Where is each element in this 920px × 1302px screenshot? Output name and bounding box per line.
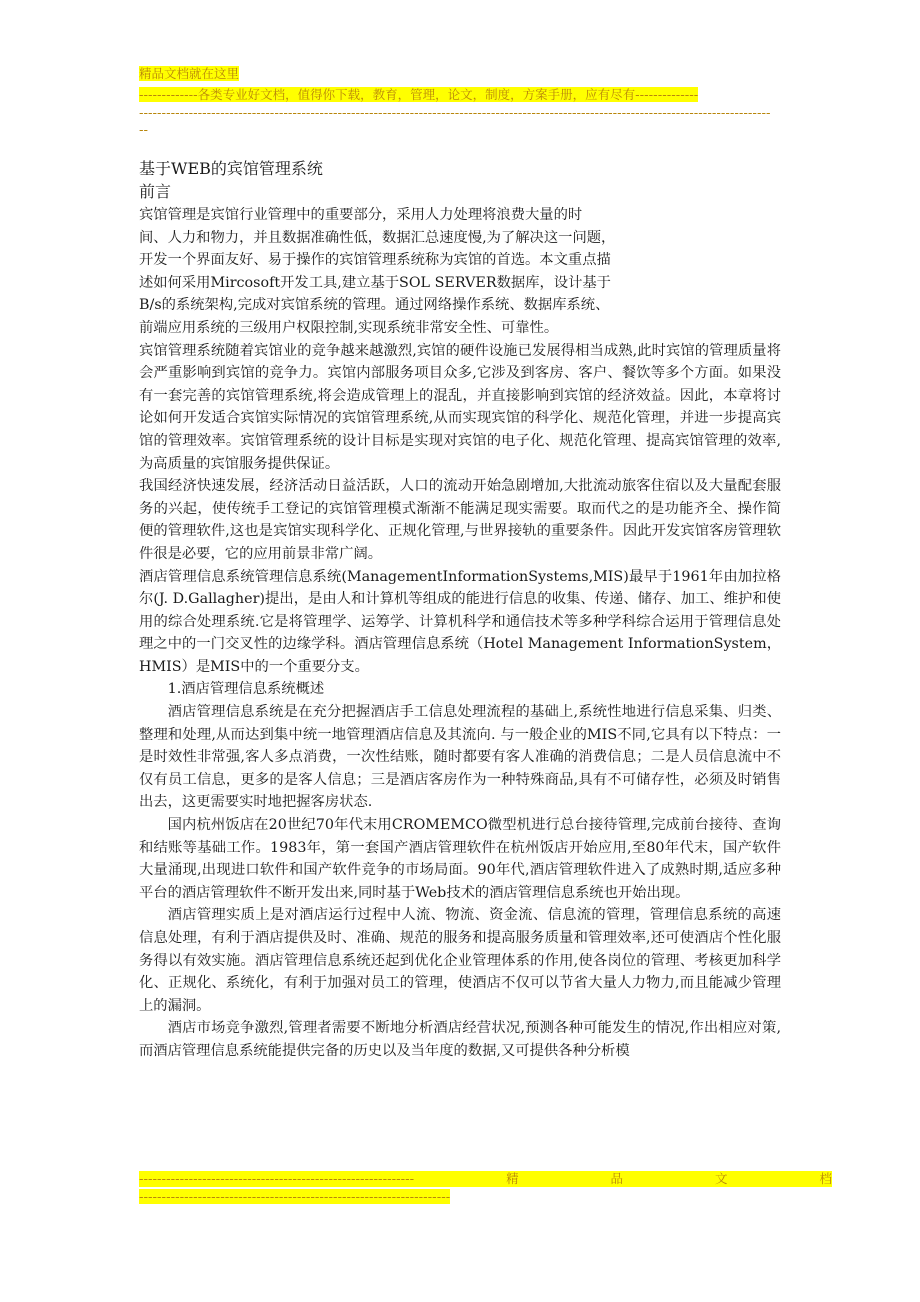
- document-body: [139, 158, 781, 1063]
- header-dash-tail: --: [139, 122, 149, 137]
- body-paragraph: 宾馆管理系统随着宾馆业的竞争越来越激烈,宾馆的硬件设施已发展得相当成熟,此时宾馆的管理质量将会严重影响到宾馆的竞争力。宾馆内部服务项目众多,它涉及到客房、客户、餐饮等多个方面。如果没有一套完善的宾馆管理系统,将会造成管理上的混乱，并直接影响到宾馆的经济效益。因此，本章将讨论如何开发适合宾馆实际情况的宾馆管理系统,从而实现宾馆的科学化、规范化管理，并进一步提高宾馆的管理效率。宾馆管理系统的设计目标是实现对宾馆的电子化、规范化管理、提高宾馆管理的效率,为高质量的宾馆服务提供保证。: [139, 342, 781, 472]
- preface-line: 述如何采用Mircosoft开发工具,建立基于SOL SERVER数据库，设计基于: [139, 274, 611, 291]
- preface-line: B/s的系统架构,完成对宾馆系统的管理。通过网络操作系统、数据库系统、: [139, 297, 610, 314]
- header-slogan-text: -------------各类专业好文档，值得你下载，教育，管理，论文，制度，方案手册，应有尽有--------------: [139, 87, 699, 102]
- footer-char: 品: [610, 1171, 624, 1186]
- header-slogan: [139, 87, 779, 103]
- footer-dashes: -------------------------------------------------------------: [139, 1171, 415, 1186]
- header-dash-line: --------------------------------------------------------------------------------------------------------------------------------------------: [139, 105, 771, 120]
- preface-line: 间、人力和物力，并且数据准确性低，数据汇总速度慢,为了解决这一问题，: [139, 229, 616, 246]
- preface-heading: 前言: [139, 182, 172, 201]
- body-paragraph: 酒店管理信息系统管理信息系统(ManagementInformationSystems,MIS)最早于1961年由加拉格尔(J. D.Gallagher)提出，是由人和计算机等组成的能进行信息的收集、传递、储存、加工、维护和使用的综合处理系统.它是将管理学、运筹学、计算机科学和通信技术等多种学科综合运用于管理信息处理之中的一门交叉性的边缘学科。酒店管理信息系统（Hotel Management InformationSystem，HMIS）是MIS中的一个重要分支。: [139, 568, 781, 675]
- footer-banner: [139, 1171, 832, 1187]
- header-site-name: [139, 66, 779, 82]
- footer-char: 精: [506, 1171, 519, 1186]
- body-paragraph: 国内杭州饭店在20世纪70年代末用CROMEMCO微型机进行总台接待管理,完成前台接待、查询和结账等基础工作。1983年，第一套国产酒店管理软件在杭州饭店开始应用,至80年代末，国产软件大量涌现,出现进口软件和国产软件竞争的市场局面。90年代,酒店管理软件进入了成熟时期,适应多种平台的酒店管理软件不断开发出来,同时基于Web技术的酒店管理信息系统也开始出现。: [139, 817, 781, 901]
- preface-line: 前端应用系统的三级用户权限控制,实现系统非常安全性、可靠性。: [139, 319, 559, 336]
- body-paragraph: 我国经济快速发展，经济活动日益活跃，人口的流动开始急剧增加,大批流动旅客住宿以及大量配套服务的兴起，使传统手工登记的宾馆管理模式渐渐不能满足现实需要。取而代之的是功能齐全、操作简便的管理软件,这也是宾馆实现科学化、正规化管理,与世界接轨的重要条件。因此开发宾馆客房管理软件很是必要，它的应用前景非常广阔。: [139, 478, 781, 562]
- body-paragraph: 酒店市场竞争激烈,管理者需要不断地分析酒店经营状况,预测各种可能发生的情况,作出相应对策,而酒店管理信息系统能提供完备的历史以及当年度的数据,又可提供各种分析模: [139, 1020, 781, 1059]
- preface-line: 开发一个界面友好、易于操作的宾馆管理系统称为宾馆的首选。本文重点描: [139, 252, 611, 269]
- body-paragraph: 酒店管理实质上是对酒店运行过程中人流、物流、资金流、信息流的管理，管理信息系统的高速信息处理，有利于酒店提供及时、准确、规范的服务和提高服务质量和管理效率,还可使酒店个性化服务得以有效实施。酒店管理信息系统还起到优化企业管理体系的作用,使各岗位的管理、考核更加科学化、正规化、系统化，有利于加强对员工的管理，使酒店不仅可以节省大量人力物力,而且能减少管理上的漏洞。: [139, 907, 781, 1014]
- header-site-name-text: 精品文档就在这里: [139, 66, 240, 81]
- footer-dash-line-text: ---------------------------------------------------------------------: [139, 1189, 451, 1204]
- section-heading: 1.酒店管理信息系统概述: [167, 681, 325, 698]
- footer-dash-line: [139, 1189, 459, 1205]
- footer-char: 文: [714, 1171, 728, 1186]
- preface-paragraph: [139, 204, 781, 340]
- body-paragraph: 酒店管理信息系统是在充分把握酒店手工信息处理流程的基础上,系统性地进行信息采集、归类、整理和处理,从而达到集中统一地管理酒店信息及其流向. 与一般企业的MIS不同,它具有以下特点：一是时效性非常强,客人多点消费，一次性结账，随时都要有客人准确的消费信息；二是人员信息流中不仅有员工信息，更多的是客人信息；三是酒店客房作为一种特殊商品,具有不可储存性，必须及时销售出去，这更需要实时地把握客房状态.: [139, 704, 781, 811]
- footer-char: 档: [819, 1171, 832, 1186]
- preface-line: 宾馆管理是宾馆行业管理中的重要部分，采用人力处理将浪费大量的时: [139, 207, 583, 223]
- document-title: 基于WEB的宾馆管理系统: [139, 159, 323, 178]
